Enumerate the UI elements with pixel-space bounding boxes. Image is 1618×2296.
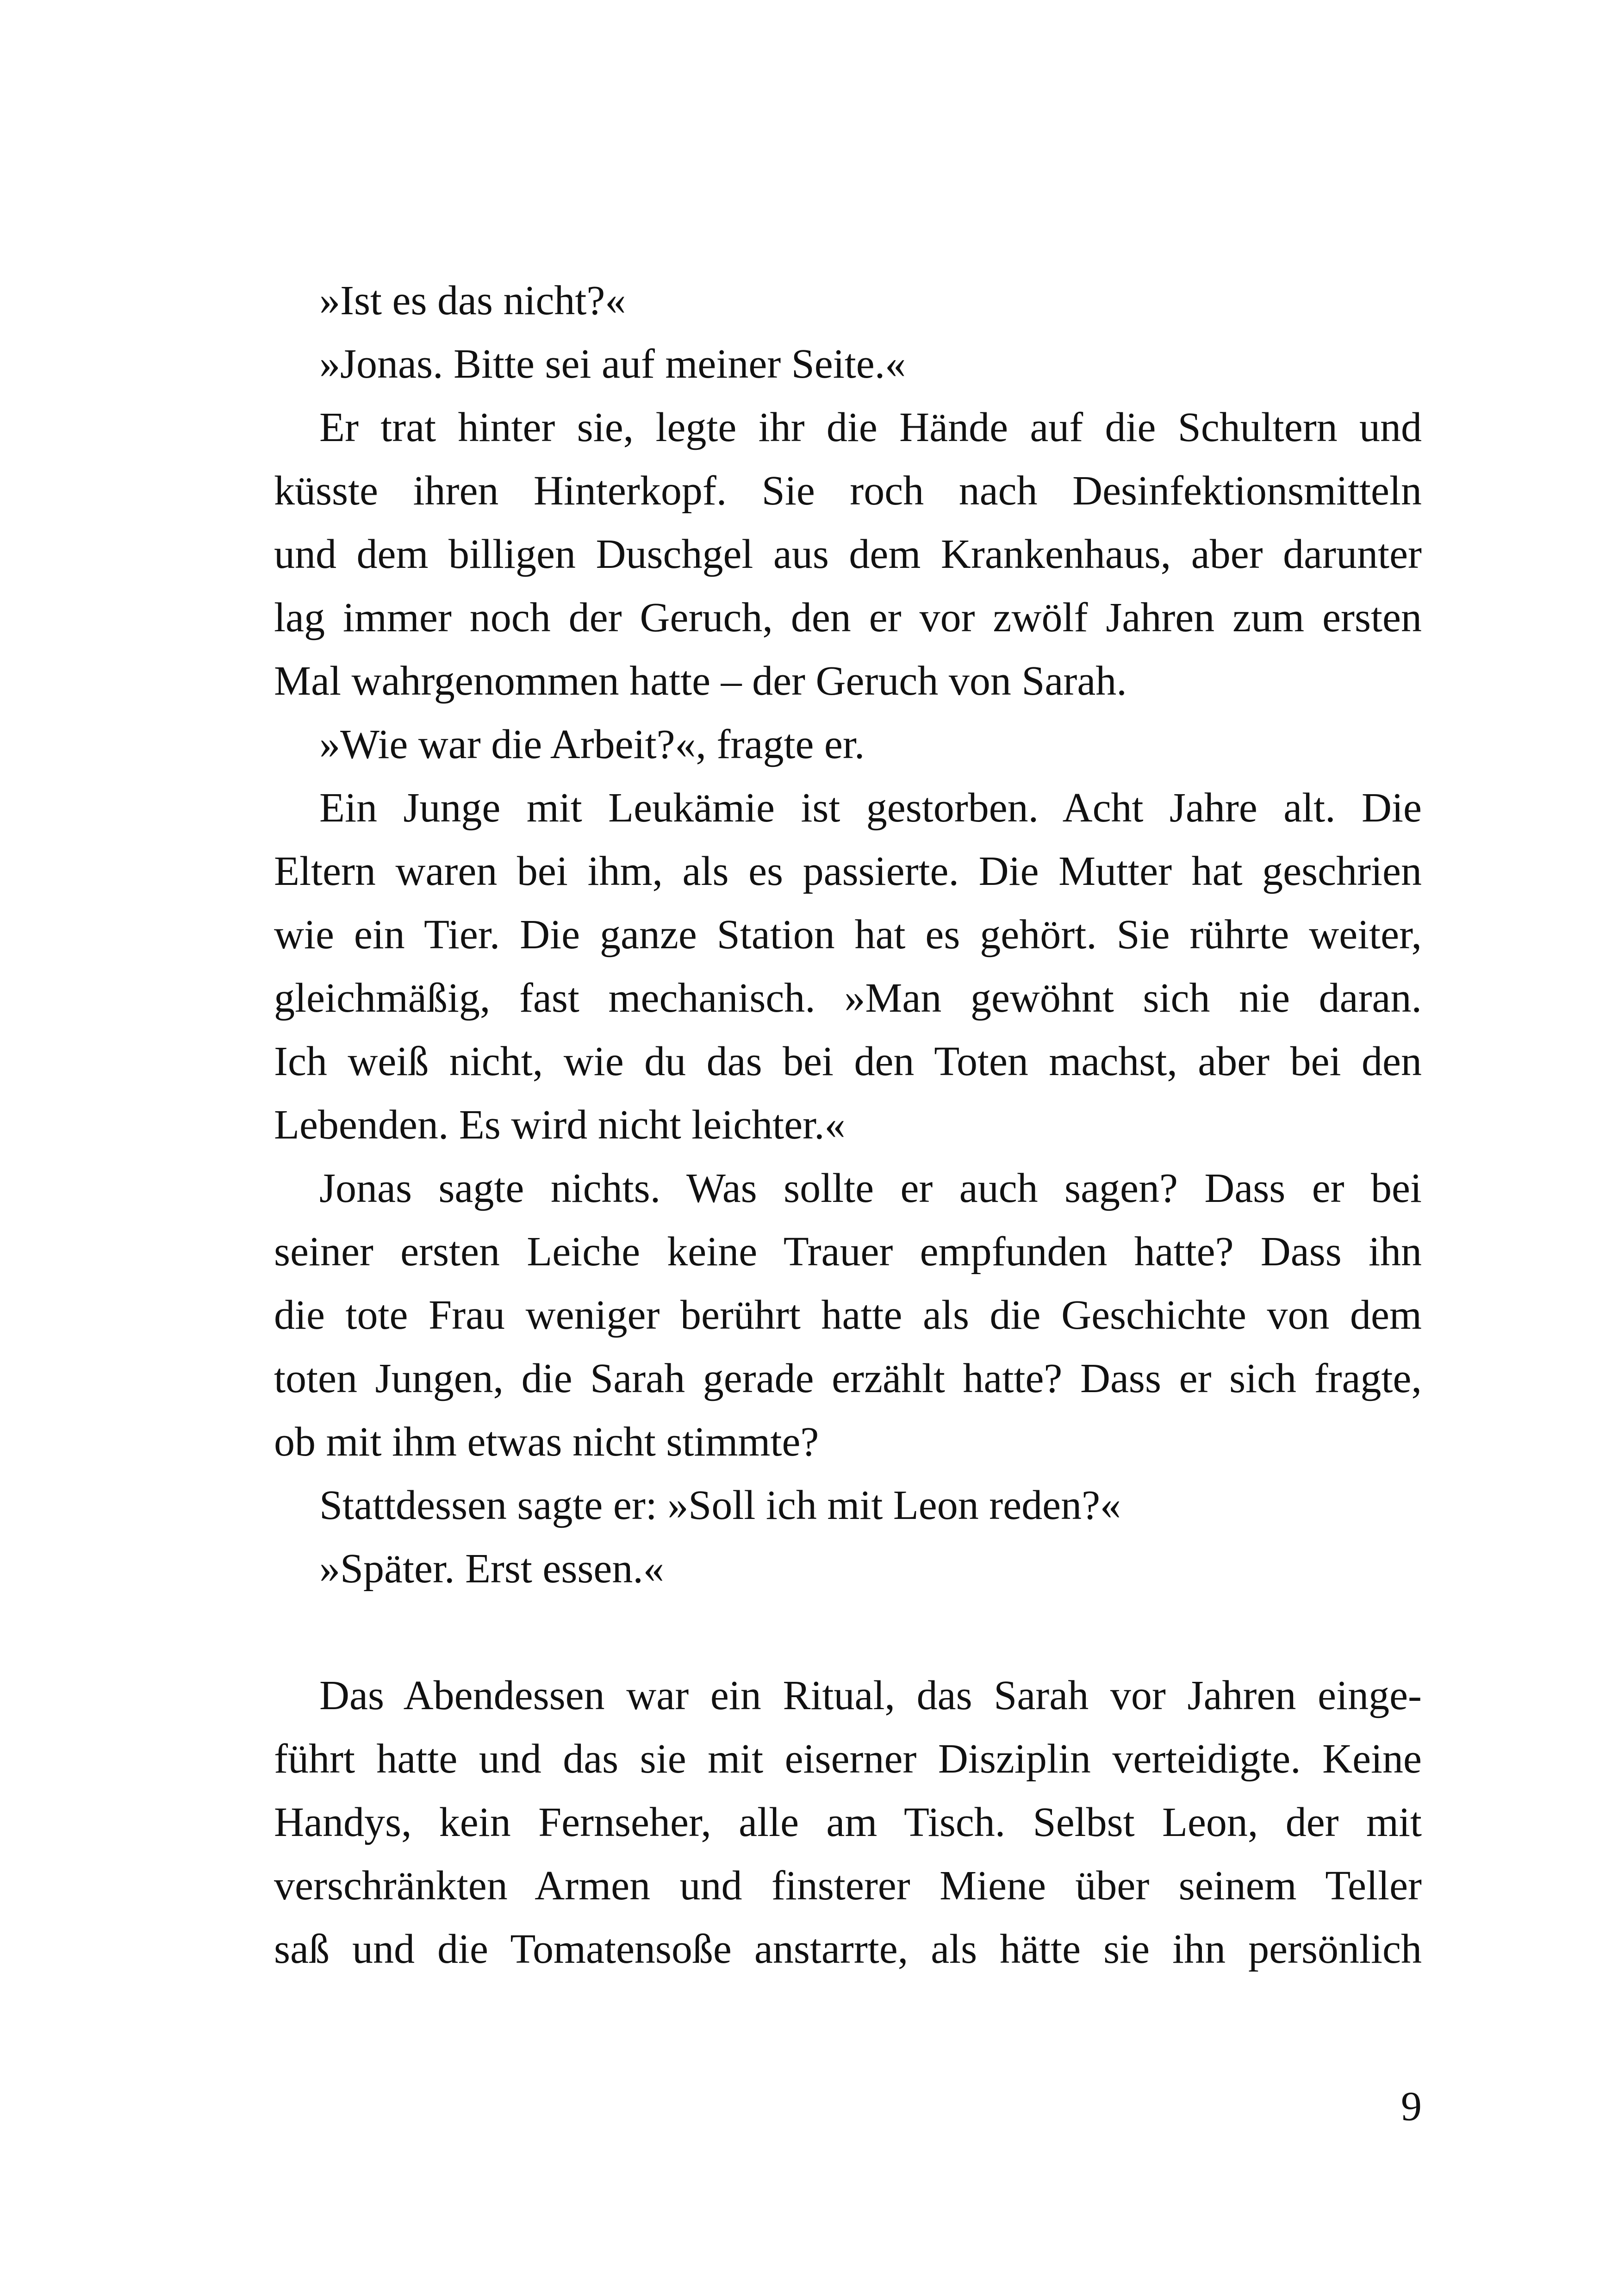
text-line: saß und die Tomatensoße anstarrte, als hätte sie ihn persönlich <box>274 1926 1422 1972</box>
text-line: Handys, kein Fernseher, alle am Tisch. Selbst Leon, der mit <box>274 1799 1422 1845</box>
text-line: Er trat hinter sie, legte ihr die Hände auf die Schultern und <box>319 404 1422 450</box>
text-line: lag immer noch der Geruch, den er vor zwölf Jahren zum ersten <box>274 595 1422 641</box>
text-line: wie ein Tier. Die ganze Station hat es gehört. Sie rührte weiter, <box>274 912 1422 958</box>
text-line: Ich weiß nicht, wie du das bei den Toten machst, aber bei den <box>274 1039 1422 1084</box>
page-number: 9 <box>1401 2084 1422 2129</box>
text-line: Stattdessen sagte er: »Soll ich mit Leon reden?« <box>319 1482 1121 1528</box>
text-line: »Später. Erst essen.« <box>319 1546 664 1592</box>
text-line: verschränkten Armen und finsterer Miene über seinem Teller <box>274 1863 1422 1909</box>
text-line: »Jonas. Bitte sei auf meiner Seite.« <box>319 341 906 387</box>
text-line: Lebenden. Es wird nicht leichter.« <box>274 1102 846 1148</box>
text-line: »Wie war die Arbeit?«, fragte er. <box>319 722 865 767</box>
text-line: Jonas sagte nichts. Was sollte er auch sagen? Dass er bei <box>319 1165 1422 1211</box>
text-line: Mal wahrgenommen hatte – der Geruch von Sarah. <box>274 658 1127 704</box>
section-break <box>274 1600 1422 1664</box>
text-line: küsste ihren Hinterkopf. Sie roch nach Desinfektionsmitteln <box>274 468 1422 514</box>
text-line: »Ist es das nicht?« <box>319 278 626 324</box>
text-line: ob mit ihm etwas nicht stimmte? <box>274 1419 819 1465</box>
text-line: toten Jungen, die Sarah gerade erzählt hatte? Dass er sich fragte, <box>274 1356 1422 1401</box>
text-line: führt hatte und das sie mit eiserner Disziplin verteidigte. Keine <box>274 1736 1422 1782</box>
body-text <box>274 269 1422 1981</box>
text-line: die tote Frau weniger berührt hatte als die Geschichte von dem <box>274 1292 1422 1338</box>
text-line: gleichmäßig, fast mechanisch. »Man gewöhnt sich nie daran. <box>274 975 1422 1021</box>
text-line: Das Abendessen war ein Ritual, das Sarah vor Jahren einge- <box>319 1673 1422 1718</box>
text-line: Eltern waren bei ihm, als es passierte. Die Mutter hat geschrien <box>274 848 1422 894</box>
text-line: Ein Junge mit Leukämie ist gestorben. Acht Jahre alt. Die <box>319 785 1422 831</box>
text-line: seiner ersten Leiche keine Trauer empfunden hatte? Dass ihn <box>274 1229 1422 1275</box>
text-line: und dem billigen Duschgel aus dem Krankenhaus, aber darunter <box>274 531 1422 577</box>
